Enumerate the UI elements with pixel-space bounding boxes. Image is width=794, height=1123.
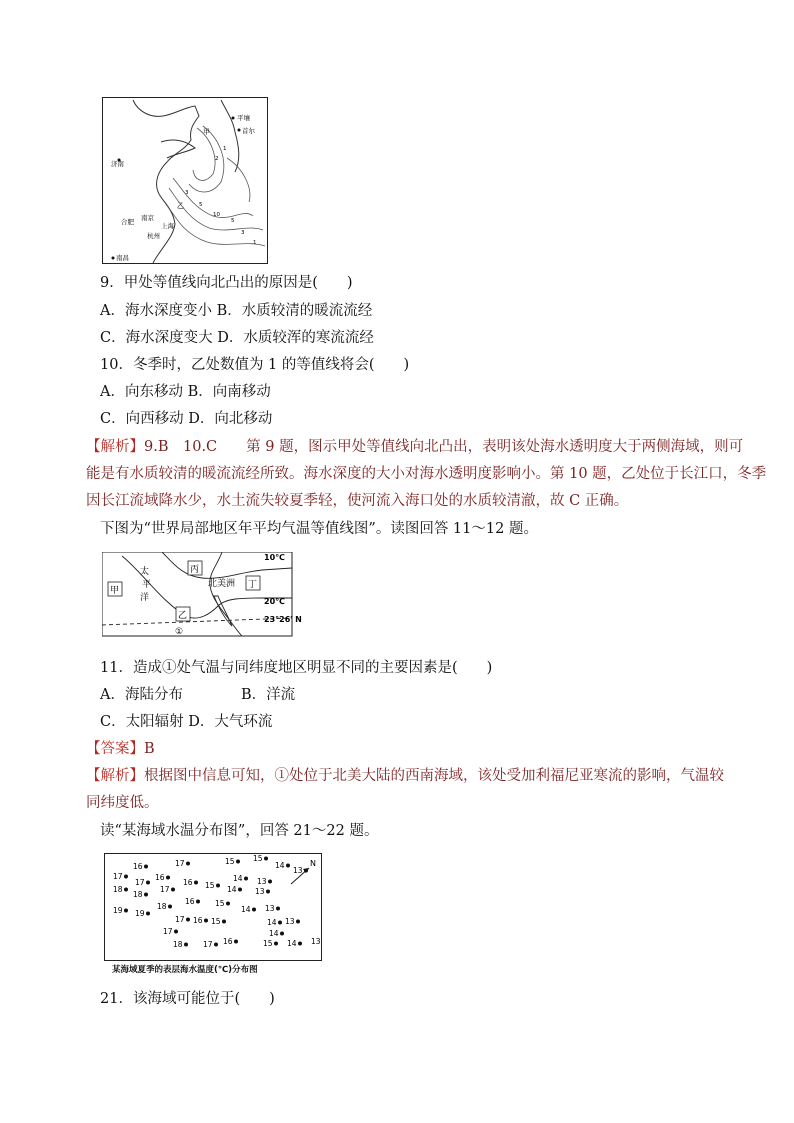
temperature-dot bbox=[278, 921, 282, 925]
label-nanchang: 南昌 bbox=[116, 254, 129, 262]
temperature-value: 14 bbox=[287, 939, 297, 948]
temperature-dot bbox=[286, 864, 290, 868]
temperature-dot bbox=[146, 881, 150, 885]
temperature-value: 17 bbox=[160, 885, 170, 894]
label-yi: 乙 bbox=[178, 611, 188, 621]
q10-option-cd: C．向西移动 D．向北移动 bbox=[100, 411, 273, 427]
contour-value: 10 bbox=[213, 212, 220, 218]
map-sea-temperature-svg bbox=[105, 854, 321, 960]
temperature-dot bbox=[268, 880, 272, 884]
temperature-dot bbox=[244, 877, 248, 881]
q11-option-cd: C．太阳辐射 D．大气环流 bbox=[100, 714, 273, 730]
temperature-value: 13 bbox=[265, 904, 275, 913]
temperature-dot bbox=[186, 918, 190, 922]
temperature-value: 14 bbox=[241, 905, 251, 914]
temperature-dot bbox=[186, 862, 190, 866]
temperature-value: 15 bbox=[253, 854, 263, 863]
map-temperature bbox=[102, 552, 402, 644]
temperature-dot bbox=[184, 943, 188, 947]
temperature-value: 16 bbox=[193, 916, 203, 925]
temperature-dot bbox=[124, 888, 128, 892]
temperature-value: 16 bbox=[155, 873, 165, 882]
temperature-value: 17 bbox=[175, 859, 185, 868]
temperature-dot bbox=[296, 920, 300, 924]
temperature-dot bbox=[222, 920, 226, 924]
label-bing: 丙 bbox=[190, 565, 200, 575]
label-seoul: 首尔 bbox=[242, 127, 255, 135]
q9-stem: 9．甲处等值线向北凸出的原因是( ) bbox=[100, 275, 353, 291]
temperature-dot bbox=[196, 900, 200, 904]
temperature-dot bbox=[168, 905, 172, 909]
label-yi: 乙 bbox=[177, 202, 184, 210]
temperature-value: 18 bbox=[173, 940, 183, 949]
temperature-value: 15 bbox=[225, 857, 235, 866]
temperature-dot bbox=[171, 888, 175, 892]
analysis1-line3: 因长江流域降水少，水土流失较夏季轻，使河流入海口处的水质较清澈，故 C 正确。 bbox=[86, 493, 629, 509]
temperature-dot bbox=[280, 932, 284, 936]
shandong bbox=[161, 140, 195, 158]
label-shanghai: 上海 bbox=[161, 222, 174, 230]
label-tropic: 23°26′ N bbox=[264, 615, 302, 624]
temperature-dot bbox=[226, 902, 230, 906]
contour-line bbox=[227, 158, 250, 202]
label-jinan: 济南 bbox=[111, 160, 124, 168]
temperature-dot bbox=[264, 857, 268, 861]
temperature-dot bbox=[252, 908, 256, 912]
analysis1-line2: 能是有水质较清的暖流流经所致。海水深度的大小对海水透明度影响小。第 10 题，乙处位于长江口，冬季 bbox=[86, 466, 767, 482]
temperature-value: 14 bbox=[233, 874, 243, 883]
temperature-value: 14 bbox=[269, 929, 279, 938]
map-temperature-svg bbox=[102, 552, 402, 644]
temperature-dot bbox=[236, 860, 240, 864]
label-jia: 甲 bbox=[110, 586, 120, 596]
temperature-value: 15 bbox=[211, 917, 221, 926]
north-label: N bbox=[310, 859, 316, 868]
temperature-value: 14 bbox=[275, 861, 285, 870]
city-dot bbox=[238, 129, 241, 132]
temperature-value: 13 bbox=[285, 917, 295, 926]
temperature-dot bbox=[214, 943, 218, 947]
answer-line bbox=[86, 739, 155, 759]
temperature-value: 16 bbox=[185, 897, 195, 906]
temperature-dot bbox=[124, 875, 128, 879]
coastline bbox=[133, 100, 199, 263]
temperature-value: 17 bbox=[113, 872, 123, 881]
temperature-value: 15 bbox=[205, 881, 215, 890]
temperature-value: 16 bbox=[223, 937, 233, 946]
label-point1: ① bbox=[175, 627, 184, 637]
q10-option-ab: A．向东移动 B．向南移动 bbox=[100, 384, 271, 400]
contour-value: 5 bbox=[199, 202, 203, 208]
intro-q11-12: 下图为“世界局部地区年平均气温等值线图”。读图回答 11～12 题。 bbox=[100, 521, 538, 537]
temperature-dot bbox=[166, 876, 170, 880]
q11-option-ab: A．海陆分布 B．洋流 bbox=[100, 687, 296, 703]
map-sea-temperature bbox=[104, 853, 322, 961]
temperature-dot bbox=[276, 907, 280, 911]
north-america-coast bbox=[210, 552, 242, 636]
temperature-value: 14 bbox=[227, 885, 237, 894]
temperature-dot bbox=[238, 888, 242, 892]
temperature-value: 19 bbox=[113, 906, 123, 915]
analysis1-line1 bbox=[86, 437, 743, 457]
temperature-value: 18 bbox=[157, 902, 167, 911]
temperature-dot bbox=[194, 881, 198, 885]
label-hangzhou: 杭州 bbox=[147, 232, 160, 240]
temperature-value: 16 bbox=[133, 862, 143, 871]
label-jia: 甲 bbox=[203, 128, 210, 136]
temperature-value: 17 bbox=[175, 915, 185, 924]
contour-value: 5 bbox=[231, 218, 235, 224]
q10-stem: 10．冬季时，乙处数值为 1 的等值线将会( ) bbox=[100, 357, 410, 373]
map-transparency bbox=[102, 97, 268, 264]
contour-value: 2 bbox=[215, 156, 219, 162]
temperature-dot bbox=[146, 912, 150, 916]
label-pacific: 平 bbox=[142, 580, 152, 590]
contour-value: 1 bbox=[253, 240, 257, 246]
contour-value: 1 bbox=[223, 146, 227, 152]
temperature-dot bbox=[216, 884, 220, 888]
label-pacific: 太 bbox=[140, 567, 150, 577]
label-20c: 20℃ bbox=[264, 597, 285, 606]
temperature-value: 17 bbox=[163, 927, 173, 936]
temperature-value: 17 bbox=[203, 940, 213, 949]
label-pingrang: 平壤 bbox=[237, 114, 250, 122]
q11-stem: 11．造成①处气温与同纬度地区明显不同的主要因素是( ) bbox=[100, 660, 493, 676]
analysis2-text1: 根据图中信息可知，①处位于北美大陆的西南海域，该处受加利福尼亚寒流的影响，气温较 bbox=[144, 768, 724, 784]
q9-option-cd: C．海水深度变大 D．水质较浑的寒流流经 bbox=[100, 330, 374, 346]
temperature-dot bbox=[124, 909, 128, 913]
analysis2-tag: 【解析】 bbox=[86, 768, 144, 784]
temperature-value: 13 bbox=[257, 877, 267, 886]
temperature-dot bbox=[144, 865, 148, 869]
contour-value: 3 bbox=[185, 190, 189, 196]
analysis2-line2: 同纬度低。 bbox=[86, 795, 159, 811]
label-pacific: 洋 bbox=[140, 593, 150, 603]
answer-value: B bbox=[144, 741, 155, 757]
temperature-dot bbox=[174, 930, 178, 934]
label-ding: 丁 bbox=[248, 580, 258, 590]
contour-value: 3 bbox=[241, 230, 245, 236]
temperature-value: 13 bbox=[255, 887, 265, 896]
temperature-dot bbox=[234, 940, 238, 944]
analysis1-tag: 【解析】 bbox=[86, 439, 144, 455]
city-dot bbox=[232, 117, 235, 120]
temperature-dot bbox=[304, 869, 308, 873]
temperature-value: 14 bbox=[267, 918, 277, 927]
temperature-dot bbox=[298, 942, 302, 946]
temperature-value: 19 bbox=[135, 909, 145, 918]
temperature-value: 16 bbox=[183, 878, 193, 887]
temperature-value: 13 bbox=[293, 866, 303, 875]
map-transparency-svg bbox=[103, 98, 267, 263]
temperature-dot bbox=[266, 890, 270, 894]
q21-stem: 21．该海域可能位于( ) bbox=[100, 991, 275, 1007]
label-north-america: 北美洲 bbox=[208, 579, 236, 589]
analysis2-line1 bbox=[86, 766, 724, 786]
temperature-value: 18 bbox=[113, 885, 123, 894]
temperature-value: 17 bbox=[135, 878, 145, 887]
label-hefei: 合肥 bbox=[121, 218, 134, 226]
temperature-value: 15 bbox=[215, 899, 225, 908]
temperature-dot bbox=[274, 942, 278, 946]
map3-caption: 某海域夏季的表层海水温度(℃)分布图 bbox=[112, 965, 258, 975]
q9-option-ab: A．海水深度变小 B．水质较清的暖流流经 bbox=[100, 303, 373, 319]
temperature-dot bbox=[144, 893, 148, 897]
city-dot bbox=[112, 257, 115, 260]
label-nanjing: 南京 bbox=[141, 214, 154, 222]
temperature-value: 18 bbox=[133, 890, 143, 899]
answer-tag: 【答案】 bbox=[86, 741, 144, 757]
label-10c: 10℃ bbox=[264, 553, 285, 562]
analysis1-text1: 9.B 10.C 第 9 题，图示甲处等值线向北凸出，表明该处海水透明度大于两侧海域，则可 bbox=[144, 439, 744, 455]
temperature-value: 15 bbox=[263, 939, 273, 948]
temperature-dot bbox=[204, 919, 208, 923]
intro-q21-22: 读“某海域水温分布图”，回答 21～22 题。 bbox=[100, 823, 379, 839]
temperature-value: 13 bbox=[311, 937, 321, 946]
